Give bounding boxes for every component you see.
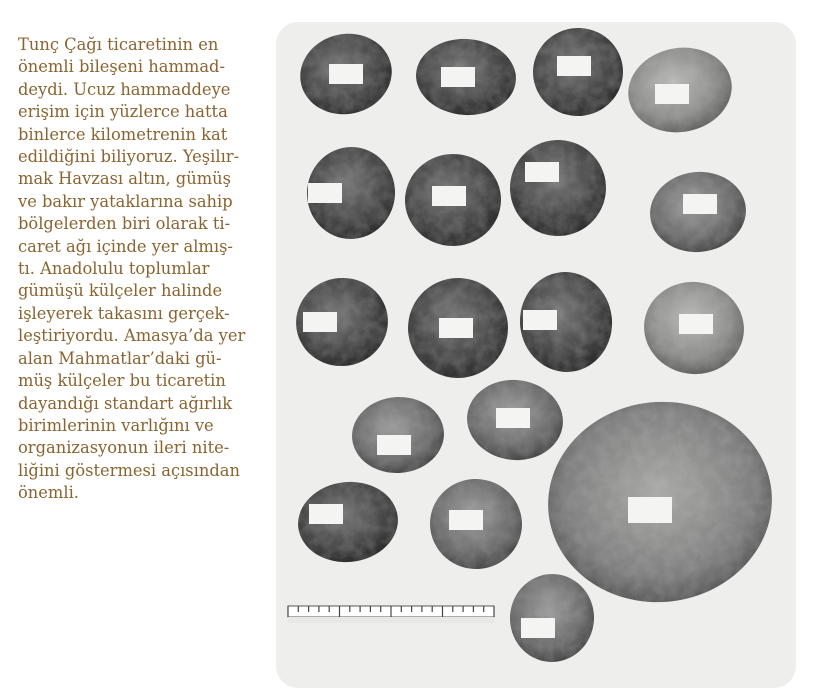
ingot-label <box>525 162 559 182</box>
ingot-label <box>308 183 342 203</box>
ingot-label <box>679 314 713 334</box>
ingot-label <box>309 504 343 524</box>
ingot-label <box>557 56 591 76</box>
ingot-label <box>449 510 483 530</box>
ingot-label <box>377 435 411 455</box>
ingots-photo <box>276 22 796 688</box>
ingot-label <box>655 84 689 104</box>
ingot-label <box>441 67 475 87</box>
ingot-label <box>439 318 473 338</box>
ingot-label <box>303 312 337 332</box>
ingot-label <box>496 408 530 428</box>
caption-text: Tunç Çağı ticaretinin en önemli bileşeni hammad- deydi. Ucuz hammaddeye erişim için yüzlerce hatta binlerce kilometrenin kat edildiğini biliyoruz. Yeşilır- mak Havzası altın, gümüş ve bakır yataklarına sahip bölgelerden biri olarak ti- caret ağı içinde yer almış- tı. Anadolulu toplumlar gümüşü külçeler halinde işleyerek takasını gerçek- leştiriyordu. Amasya’da yer alan Mahmatlar’daki gü- müş külçeler bu ticaretin dayandığı standart ağırlık birimlerinin varlığını ve organizasyonun ileri nite- liğini göstermesi açısından önemli. <box>18 35 246 503</box>
ingot-label <box>683 194 717 214</box>
scale-bar <box>288 606 494 623</box>
ingot-label <box>521 618 555 638</box>
ingot-label <box>628 497 672 523</box>
ingot-label <box>523 310 557 330</box>
ingot-label <box>432 186 466 206</box>
ingot-label <box>329 64 363 84</box>
